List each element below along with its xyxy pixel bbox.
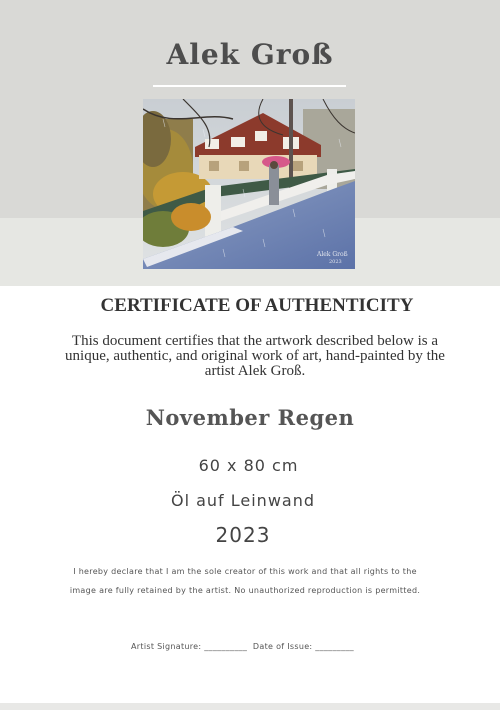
declaration-text (40, 562, 450, 600)
declaration-line-1: I hereby declare that I am the sole creator of this work and that all rights to the (73, 567, 417, 576)
artwork-medium: Öl auf Leinwand (170, 491, 316, 510)
artwork-dimensions: 60 x 80 cm (198, 456, 299, 475)
signature-line (0, 642, 485, 651)
artwork-year: 2023 (215, 523, 271, 547)
artist-signature-field: Artist Signature: __________ (131, 642, 248, 651)
svg-text:2023: 2023 (329, 259, 342, 265)
artwork-title: November Regen (145, 405, 355, 430)
declaration-line-2: image are fully retained by the artist. No unauthorized reproduction is permitted. (69, 586, 421, 595)
certificate-heading: CERTIFICATE OF AUTHENTICITY (100, 295, 414, 316)
title-divider (153, 85, 346, 87)
artist-name: Alek Groß (166, 38, 334, 71)
svg-text:Alek Groß: Alek Groß (317, 251, 348, 258)
date-of-issue-field: Date of Issue: _________ (252, 642, 354, 651)
certificate-description: This document certifies that the artwork described below is a unique, authentic, and original work of art, hand-painted by the artist Alek Groß. (65, 333, 445, 379)
artwork-image (143, 99, 355, 269)
